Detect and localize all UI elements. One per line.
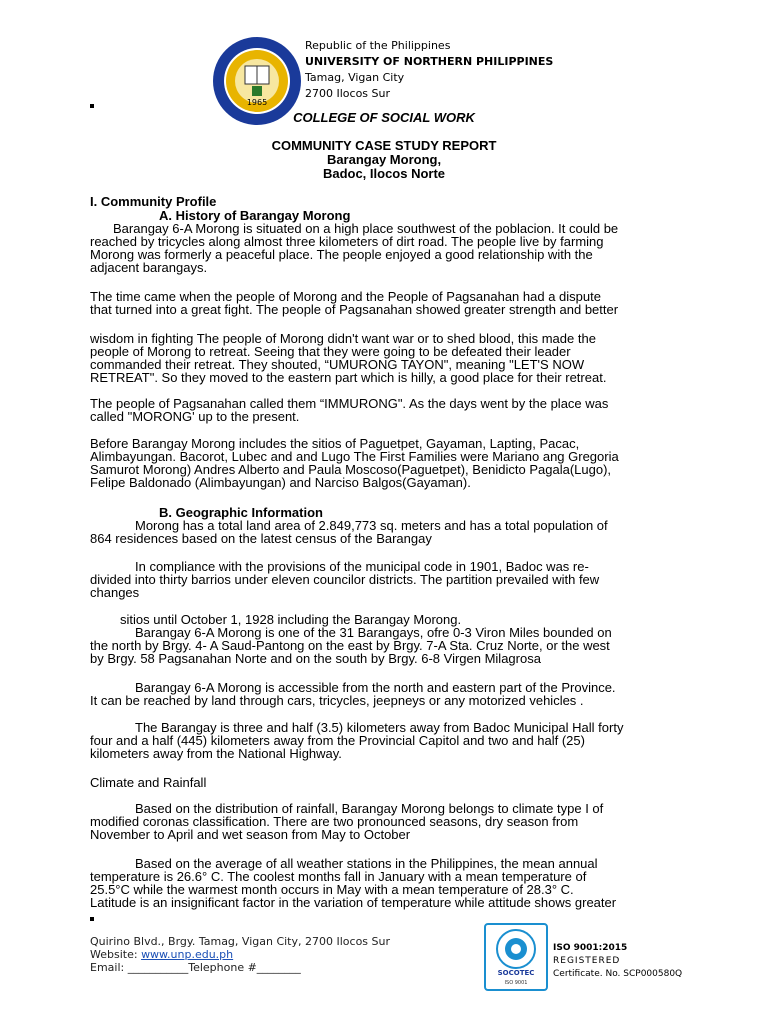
iso-certificate: Certificate. No. SCP000580Q	[553, 969, 683, 979]
paragraph-geo-3	[90, 613, 676, 665]
iso-certification	[553, 942, 682, 981]
bullet-marker	[90, 917, 94, 921]
text-line: called "MORONG' up to the present.	[90, 409, 300, 424]
text-line: commanded their retreat. They shouted, “UMURONG TAYON", meaning "LET'S NOW	[90, 357, 585, 372]
paragraph-geo-4	[90, 681, 676, 707]
paragraph-climate-1	[90, 802, 676, 841]
socotec-label: SOCOTEC	[497, 969, 535, 977]
footer-contact	[90, 935, 390, 974]
section-geographic: B. Geographic Information	[159, 505, 323, 520]
text-line: RETREAT". So they moved to the eastern part which is hilly, a good place for their retreat.	[90, 370, 607, 385]
footer-website-line	[90, 948, 390, 961]
college-name: COLLEGE OF SOCIAL WORK	[293, 110, 475, 125]
institution-header	[305, 38, 553, 102]
title-line-2: Barangay Morong,	[326, 152, 442, 167]
footer-address: Quirino Blvd., Brgy. Tamag, Vigan City, 2700 Ilocos Sur	[90, 935, 390, 948]
text-line: Morong was formerly a peaceful place. The people enjoyed a good relationship with the	[90, 247, 593, 262]
province-line: 2700 Ilocos Sur	[305, 87, 391, 100]
text-line: changes	[90, 585, 140, 600]
university-name: UNIVERSITY OF NORTHERN PHILIPPINES	[305, 55, 554, 68]
text-line: temperature is 26.6° C. The coolest months fall in January with a mean temperature of	[90, 869, 587, 884]
text-line: Before Barangay Morong includes the sitios of Paguetpet, Gayaman, Lapting, Pacac,	[90, 436, 580, 451]
text-line: divided into thirty barrios under eleven councilor districts. The partition prevailed with few	[90, 572, 600, 587]
paragraph-history-1	[90, 222, 676, 274]
footer-email-line: Email: ___________Telephone #________	[90, 961, 301, 974]
paragraph-history-3	[90, 332, 676, 384]
text-line: Barangay 6-A Morong is accessible from the north and eastern part of the Province.	[135, 680, 616, 695]
paragraph-geo-5	[90, 721, 676, 760]
text-line: In compliance with the provisions of the municipal code in 1901, Badoc was re-	[135, 559, 589, 574]
iso-registered: REGISTERED	[553, 956, 621, 966]
website-label: Website:	[90, 948, 142, 961]
text-line: 25.5°C while the warmest month occurs in May with a mean temperature of 28.3° C.	[90, 882, 574, 897]
paragraph-geo-2	[90, 560, 676, 599]
paragraph-history-4	[90, 397, 676, 423]
text-line: that turned into a great fight. The people of Pagsanahan showed greater strength and better	[90, 302, 619, 317]
text-line: four and a half (445) kilometers away from the Provincial Capitol and two and half (25)	[90, 733, 585, 748]
paragraph-geo-1	[90, 519, 676, 545]
text-line: The time came when the people of Morong and the People of Pagsanahan had a dispute	[90, 289, 601, 304]
section-history: A. History of Barangay Morong	[159, 208, 351, 223]
seal-year: 1965	[246, 98, 268, 107]
bullet-marker	[90, 104, 94, 108]
text-line: Samurot Morong) Andres Alberto and Paula Moscoso(Paguetpet), Benidicto Pagala(Lugo),	[90, 462, 612, 477]
text-line: Morong has a total land area of 2.849,773 sq. meters and has a total population of	[135, 518, 608, 533]
text-line: Barangay 6-A Morong is situated on a high place southwest of the poblacion. It could be	[113, 221, 619, 236]
text-line: The Barangay is three and half (3.5) kilometers away from Badoc Municipal Hall forty	[135, 720, 624, 735]
text-line: Based on the average of all weather stations in the Philippines, the mean annual	[135, 856, 598, 871]
text-line: wisdom in fighting The people of Morong didn't want war or to shed blood, this made the	[90, 331, 596, 346]
text-line: November to April and wet season from May to October	[90, 827, 411, 842]
text-line: adjacent barangays.	[90, 260, 208, 275]
iso-small-label: ISO 9001	[504, 980, 528, 986]
title-line-3: Badoc, Ilocos Norte	[322, 166, 446, 181]
title-line-1: COMMUNITY CASE STUDY REPORT	[271, 138, 497, 153]
text-line: modified coronas classification. There are two pronounced seasons, dry season from	[90, 814, 579, 829]
text-line: Latitude is an insignificant factor in the variation of temperature while attitude shows greater	[90, 895, 617, 910]
report-title	[0, 139, 768, 181]
text-line: The people of Pagsanahan called them “IMMURONG". As the days went by the place was	[90, 396, 609, 411]
text-line: Alimbayungan. Bacorot, Lubec and and Lugo The First Families were Mariano ang Gregoria	[90, 449, 619, 464]
city-line: Tamag, Vigan City	[305, 71, 405, 84]
text-line: It can be reached by land through cars, tricycles, jeepneys or any motorized vehicles .	[90, 693, 584, 708]
text-line: reached by tricycles along almost three kilometers of dirt road. The people live by farming	[90, 234, 604, 249]
section-community-profile: I. Community Profile	[90, 194, 217, 209]
text-line: 864 residences based on the latest census of the Barangay	[90, 531, 432, 546]
text-line: people of Morong to retreat. Seeing that they were going to be defeated their leader	[90, 344, 571, 359]
text-line: the north by Brgy. 4- A Saud-Pantong on the east by Brgy. 7-A Sta. Cruz Norte, or the west	[90, 638, 610, 653]
paragraph-climate-2	[90, 857, 676, 909]
text-line: sitios until October 1, 1928 including the Barangay Morong.	[120, 612, 462, 627]
climate-heading: Climate and Rainfall	[90, 775, 207, 790]
iso-standard: ISO 9001:2015	[553, 943, 628, 953]
text-line: Felipe Baldonado (Alimbayungan) and Narciso Balgos(Gayaman).	[90, 475, 471, 490]
paragraph-history-5	[90, 437, 676, 489]
text-line: Barangay 6-A Morong is one of the 31 Barangays, ofre 0-3 Viron Miles bounded on	[135, 625, 612, 640]
text-line: Based on the distribution of rainfall, Barangay Morong belongs to climate type I of	[135, 801, 604, 816]
website-link[interactable]: www.unp.edu.ph	[141, 948, 234, 961]
republic-line: Republic of the Philippines	[305, 39, 451, 52]
text-line: by Brgy. 58 Pagsanahan Norte and on the south by Brgy. 6-8 Virgen Milagrosa	[90, 651, 541, 666]
text-line: kilometers away from the National Highway.	[90, 746, 342, 761]
paragraph-history-2	[90, 290, 676, 316]
socotec-logo	[484, 923, 548, 991]
